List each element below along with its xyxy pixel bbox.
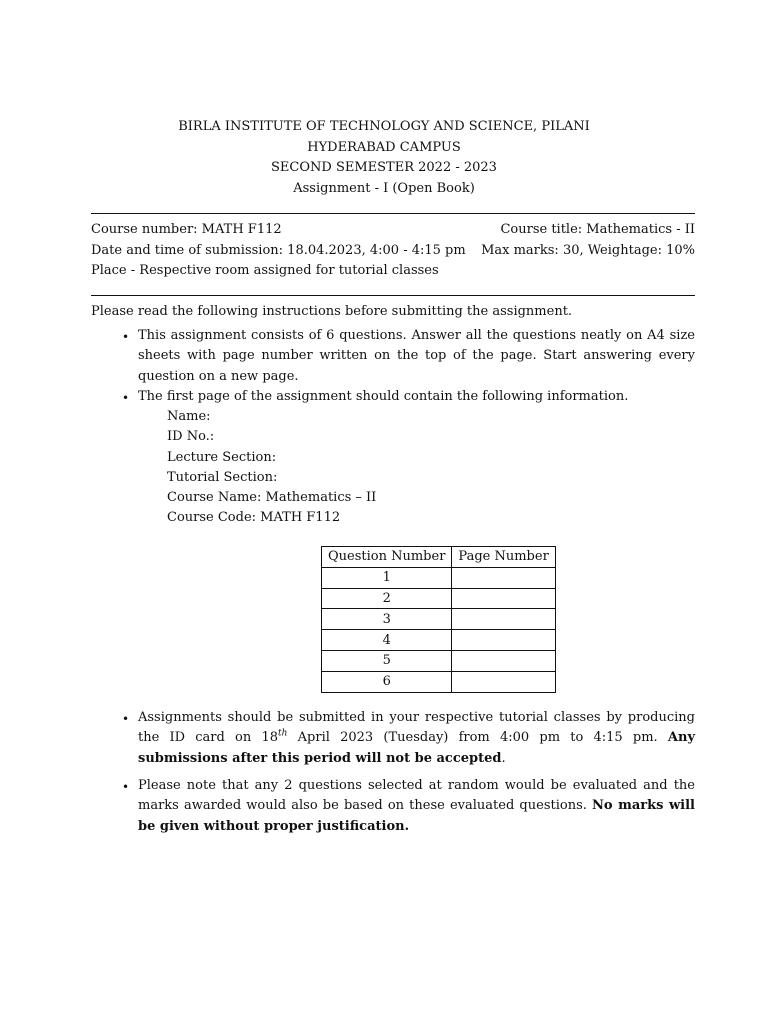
bottom-divider: [91, 295, 695, 296]
table-row: [322, 588, 556, 609]
course-info-row-3: [91, 261, 695, 281]
info-field-course-name: Course Name: Mathematics – II: [167, 490, 377, 506]
late-submission-warning: Any submissions after this period will not be accepted: [138, 730, 695, 766]
bullet-3-text: Assignments should be submitted in your respective tutorial classes by producing the ID card on 18: [138, 710, 695, 746]
table-row: [322, 650, 556, 671]
submission-place: Place - Respective room assigned for tutorial classes: [91, 263, 439, 278]
info-field-tutorial-section: Tutorial Section:: [167, 469, 278, 485]
required-info-list: [167, 407, 376, 529]
question-number-cell: 3: [322, 609, 452, 630]
info-field-lecture-section: Lecture Section:: [167, 449, 277, 465]
question-page-table: [321, 546, 556, 693]
ordinal-suffix: th: [278, 729, 288, 740]
document-header: [0, 117, 768, 199]
course-title: Course title: Mathematics - II: [500, 222, 695, 237]
question-number-cell: 4: [322, 630, 452, 651]
table-row: [322, 609, 556, 630]
bullet-4-text: Please note that any 2 questions selected at random would be evaluated and the marks awarded would also be based on these evaluated questions.: [138, 778, 695, 814]
question-number-cell: 1: [322, 567, 452, 588]
page-number-cell: [452, 588, 555, 609]
instruction-bullet-2: The first page of the assignment should contain the following information.: [138, 389, 629, 404]
question-number-cell: 5: [322, 650, 452, 671]
bullet-3-text-cont: April 2023 (Tuesday) from 4:00 pm to 4:15 pm.: [287, 730, 668, 746]
course-info-row-1: [91, 220, 695, 240]
table-header-row: [322, 547, 556, 568]
page-number-cell: [452, 630, 555, 651]
submission-date-time: Date and time of submission: 18.04.2023, 4:00 - 4:15 pm: [91, 243, 466, 258]
instruction-bullet-4: [138, 776, 695, 837]
info-field-id: ID No.:: [167, 429, 215, 445]
bullet-icon: •: [122, 391, 130, 405]
semester-label: SECOND SEMESTER 2022 - 2023: [271, 160, 497, 175]
bullet-icon: •: [122, 712, 130, 726]
page-number-cell: [452, 567, 555, 588]
max-marks: Max marks: 30, Weightage: 10%: [481, 243, 695, 258]
bullet-icon: •: [122, 780, 130, 794]
info-field-course-code: Course Code: MATH F112: [167, 510, 341, 526]
question-number-cell: 2: [322, 588, 452, 609]
info-field-name: Name:: [167, 409, 211, 424]
course-number: Course number: MATH F112: [91, 222, 282, 237]
justification-warning: No marks will be given without proper justification.: [138, 798, 695, 834]
campus-name: HYDERABAD CAMPUS: [307, 139, 461, 155]
header-question-number: Question Number: [322, 547, 452, 568]
page-number-cell: [452, 671, 555, 692]
page-number-cell: [452, 650, 555, 671]
assignment-title: Assignment - I (Open Book): [293, 180, 475, 196]
instructions-intro: Please read the following instructions before submitting the assignment.: [91, 304, 573, 319]
bullet-3-end: .: [501, 750, 506, 766]
bullet-icon: •: [122, 330, 130, 344]
table-row: [322, 630, 556, 651]
institute-name: BIRLA INSTITUTE OF TECHNOLOGY AND SCIENCE, PILANI: [178, 119, 590, 134]
course-info-row-2: [91, 241, 695, 261]
top-divider: [91, 213, 695, 214]
table-row: [322, 567, 556, 588]
instruction-bullet-3: [138, 708, 695, 769]
header-page-number: Page Number: [452, 547, 555, 568]
page-number-cell: [452, 609, 555, 630]
table-row: [322, 671, 556, 692]
instruction-bullet-1: This assignment consists of 6 questions. Answer all the questions neatly on A4 size sheets with page number written on the top of the page. Start answering every question on a new page.: [138, 328, 695, 384]
question-number-cell: 6: [322, 671, 452, 692]
